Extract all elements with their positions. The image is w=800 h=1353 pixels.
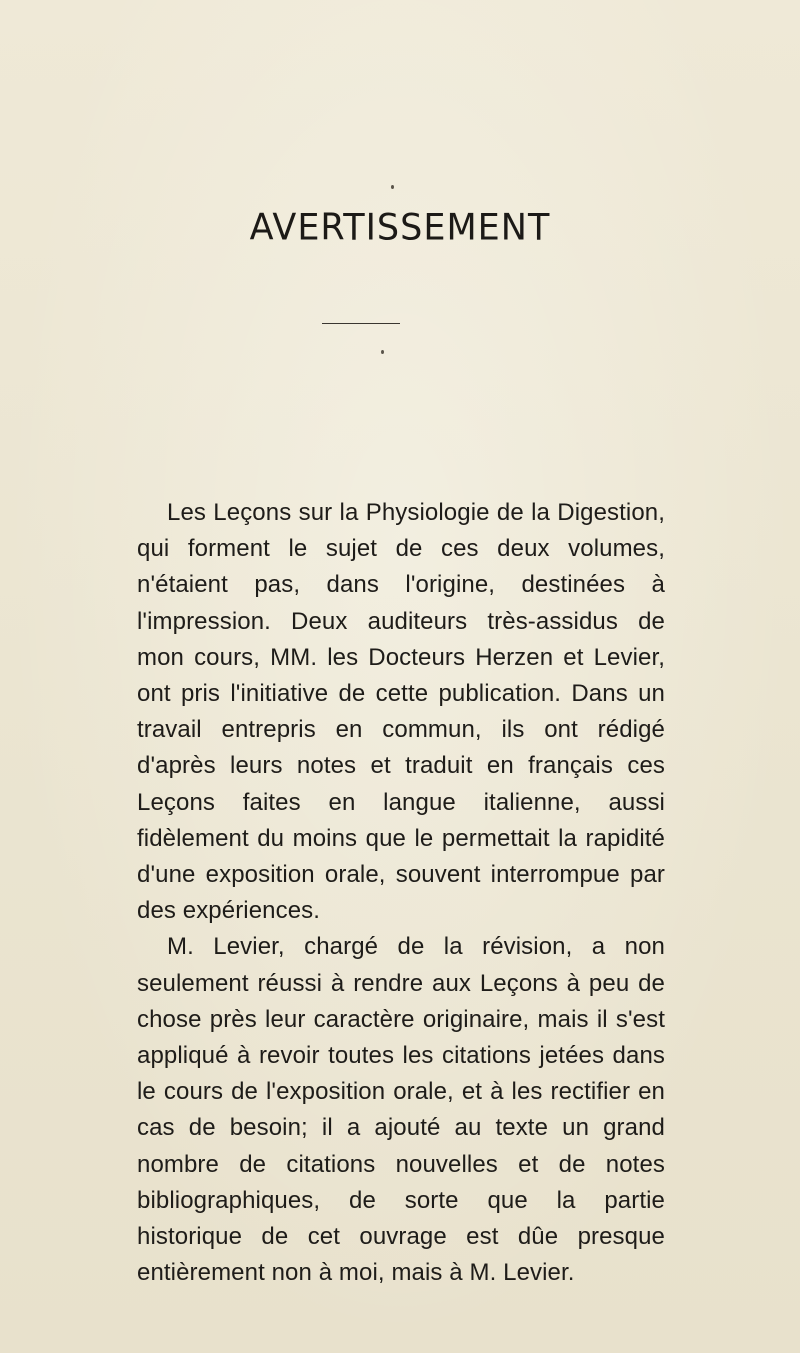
title-rule bbox=[322, 323, 400, 324]
paragraph-2: M. Levier, chargé de la révision, a non seulement réussi à rendre aux Leçons à peu de chose près leur caractère originaire, mais il s'est appliqué à revoir toutes les citations jetées dans le cours de l'exposition orale, et à les rectifier en cas de besoin; il a ajouté au texte un grand nombre de citations nouvelles et de notes bibliographiques, de sorte que la partie historique de cet ouvrage est dûe presque entièrement non à moi, mais à M. Levier. bbox=[137, 933, 665, 1287]
ink-speck bbox=[381, 350, 384, 354]
page-title: AVERTISSEMENT bbox=[249, 207, 551, 249]
paragraph-1: Les Leçons sur la Physiologie de la Digestion, qui forment le sujet de ces deux volumes, n'étaient pas, dans l'origine, destinées à l'impression. Deux auditeurs très-assidus de mon cours, MM. les Docteurs Herzen et Levier, ont pris l'initiative de cette publication. Dans un travail entrepris en commun, ils ont rédigé d'après leurs notes et traduit en français ces Leçons faites en langue italienne, aussi fidèlement du moins que le permettait la rapidité d'une exposition orale, souvent interrompue par des expériences. bbox=[137, 499, 665, 925]
body-text bbox=[137, 495, 665, 1291]
ink-speck bbox=[391, 185, 394, 189]
